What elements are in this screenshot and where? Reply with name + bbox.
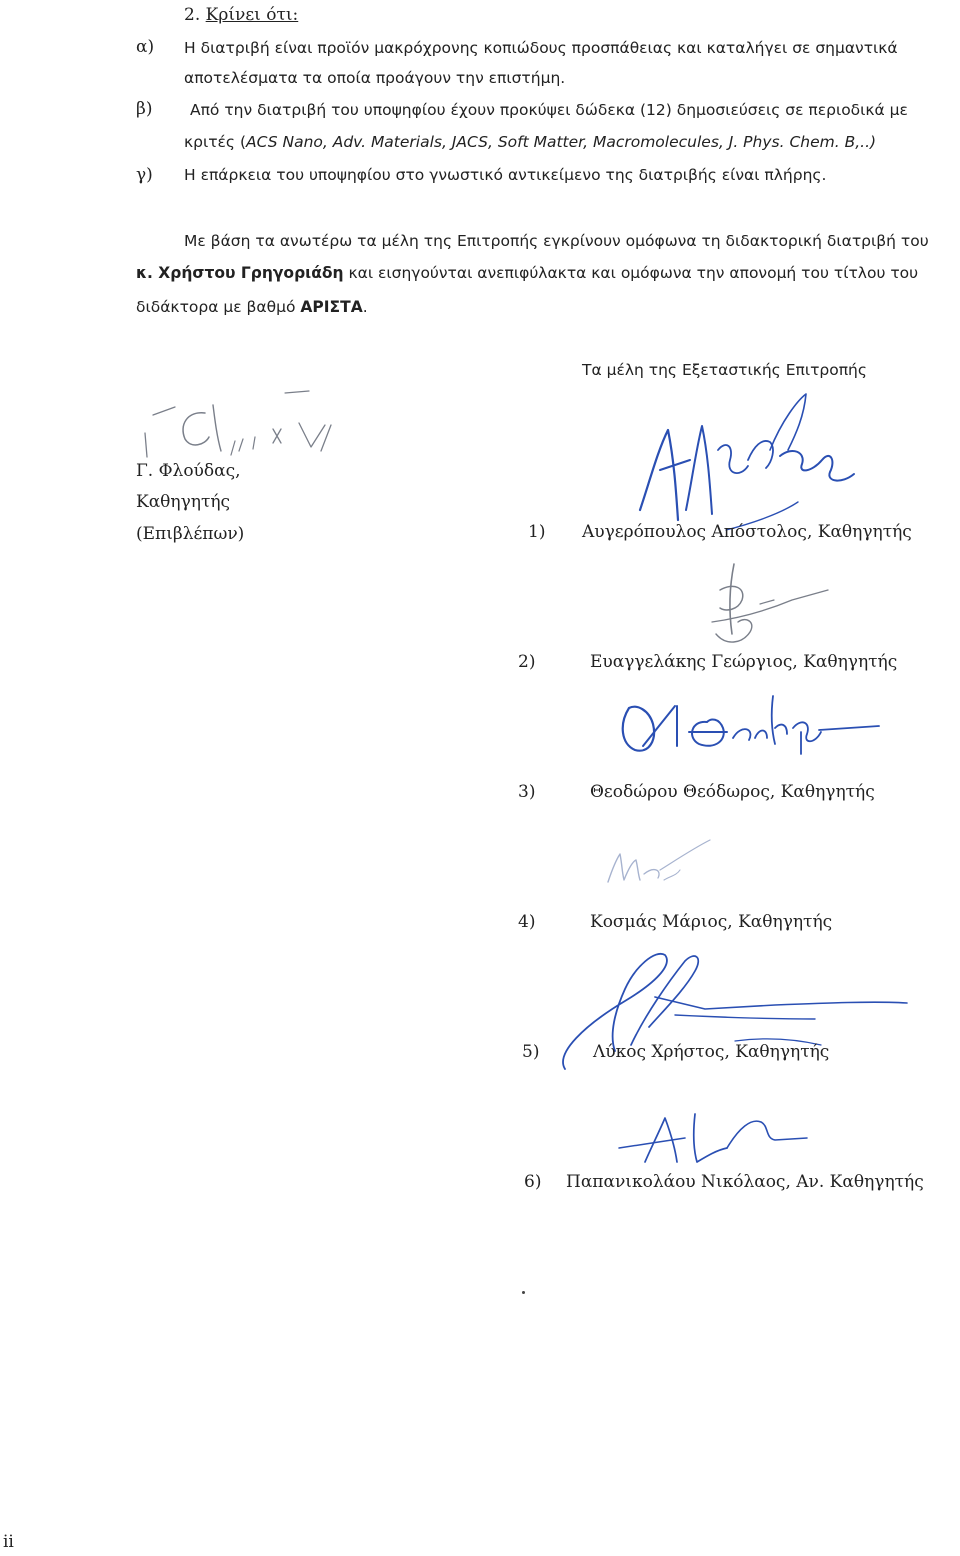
evangelakis-signature: [690, 560, 840, 650]
member-num-5: 5): [522, 1042, 540, 1062]
member-name-4: Κοσμάς Μάριος, Καθηγητής: [590, 912, 833, 932]
conclusion-line2: [136, 262, 918, 284]
item-c-line1: Η επάρκεια του υποψηφίου στο γνωστικό αντικείμενο της διατριβής είναι πλήρης.: [184, 166, 827, 184]
conclusion-line1: Με βάση τα ανωτέρω τα μέλη της Επιτροπής εγκρίνουν ομόφωνα τη διδακτορική διατριβή του: [184, 232, 929, 250]
item-label-c: γ): [136, 165, 153, 185]
candidate-name: κ. Χρήστου Γρηγοριάδη: [136, 264, 344, 282]
item-label-b: β): [136, 99, 153, 119]
item-label-a: α): [136, 37, 155, 57]
heading-number: 2.: [184, 5, 201, 25]
conclusion-line3-suffix: .: [362, 298, 368, 316]
member-num-3: 3): [518, 782, 536, 802]
member-name-1: Αυγερόπουλος Απόστολος, Καθηγητής: [582, 522, 912, 542]
supervisor-title: Καθηγητής: [136, 492, 231, 512]
member-num-2: 2): [518, 652, 536, 672]
committee-title: Τα μέλη της Εξεταστικής Επιτροπής: [582, 361, 867, 379]
member-name-5: Λύκος Χρήστος, Καθηγητής: [593, 1042, 830, 1062]
item-b-line2-prefix: κριτές (: [184, 133, 246, 151]
papanikolaou-signature: [615, 1108, 815, 1168]
heading-text: Κρίνει ότι:: [205, 5, 299, 25]
theodorou-signature: [615, 688, 885, 758]
member-num-4: 4): [518, 912, 536, 932]
journal-list: ACS Nano, Adv. Materials, JACS, Soft Matter, Macromolecules, J. Phys. Chem. B,..): [246, 133, 877, 151]
floudas-signature: [135, 385, 355, 465]
member-name-6: Παπανικολάου Νικόλαος, Αν. Καθηγητής: [566, 1172, 924, 1192]
supervisor-role: (Επιβλέπων): [136, 524, 245, 544]
member-name-2: Ευαγγελάκης Γεώργιος, Καθηγητής: [590, 652, 898, 672]
conclusion-line2-rest: και εισηγούνται ανεπιφύλακτα και ομόφωνα την απονομή του τίτλου του: [343, 264, 919, 282]
supervisor-name: Γ. Φλούδας,: [136, 461, 241, 481]
criteria-heading: [184, 4, 298, 26]
page-number: ii: [3, 1532, 14, 1552]
member-name-3: Θεοδώρου Θεόδωρος, Καθηγητής: [590, 782, 875, 802]
stray-mark: [522, 1291, 525, 1294]
item-a-line2: αποτελέσματα τα οποία προάγουν την επιστήμη.: [184, 69, 566, 87]
item-b-line2: [184, 131, 876, 153]
conclusion-line3: [136, 296, 368, 318]
member-num-1: 1): [528, 522, 546, 542]
avgeropoulos-signature: [630, 390, 870, 540]
kosmas-signature: [600, 830, 720, 890]
grade: ΑΡΙΣΤΑ: [300, 298, 363, 316]
item-a-line1: Η διατριβή είναι προϊόν μακρόχρονης κοπιώδους προσπάθειας και καταλήγει σε σημαντικά: [184, 39, 898, 57]
member-num-6: 6): [524, 1172, 542, 1192]
conclusion-line3-prefix: διδάκτορα με βαθμό: [136, 298, 301, 316]
item-b-line1: Από την διατριβή του υποψηφίου έχουν προκύψει δώδεκα (12) δημοσιεύσεις σε περιοδικά με: [190, 101, 908, 119]
